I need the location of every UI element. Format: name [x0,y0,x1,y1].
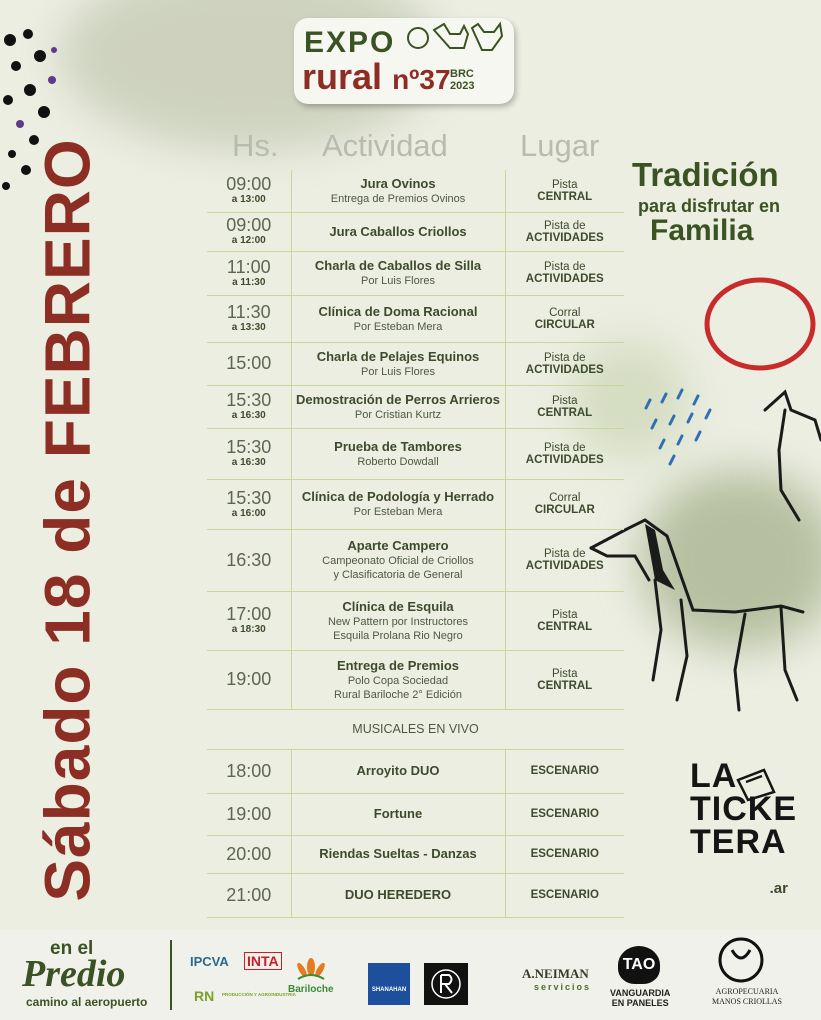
activity-cell [291,251,505,295]
time-cell [207,170,291,212]
start-time: 11:00 [226,256,271,277]
ticketera-la: LA [690,757,738,795]
musicales-row [207,709,624,749]
musicales-label: MUSICALES EN VIVO [207,709,624,749]
start-time: 16:30 [226,549,272,570]
start-time: 09:00 [226,174,272,195]
place-cell [505,529,624,591]
logo-number: nº37 [392,64,451,95]
manos-criollas-icon [712,936,770,984]
schedule-row [207,212,624,251]
activity-detail: Por Luis Flores [361,365,435,378]
manos-criollas-text: AGROPECUARIA MANOS CRIOLLAS [712,987,783,1006]
start-time: 11:30 [226,302,271,322]
neiman-sub: servicios [534,982,592,992]
schedule-row [207,251,624,295]
ticketera-ar: .ar [769,880,788,897]
time-cell [207,428,291,479]
activity-detail: Esquila Prolana Rio Negro [333,629,463,642]
place-line1: Pista de [543,441,586,454]
activity-cell [291,428,505,479]
music-row [207,835,624,873]
tao-sub: VANGUARDIA EN PANELES [610,988,671,1008]
place-line1: Pista [551,608,578,621]
activity-title: Clínica de Podología y Herrado [301,489,495,504]
place-cell [505,591,624,650]
date-title [8,140,128,900]
activity-cell [291,170,505,212]
red-brush-circle [702,274,818,374]
time-cell [207,342,291,385]
activity-detail: Rural Bariloche 2° Edición [334,688,462,701]
place-line: ESCENARIO [530,889,599,901]
time-cell [207,529,291,591]
place-line2: CENTRAL [537,190,593,203]
activity-title: Jura Ovinos [360,175,436,191]
schedule-row [207,295,624,342]
la-ticketera-logo [690,757,800,900]
time-cell [207,835,291,873]
shanahan-logo: SHANAHAN [368,963,410,1005]
activity-detail: Por Esteban Mera [353,506,443,518]
activity-detail: Campeonato Oficial de Criollos [322,555,474,567]
place-line1: Pista de [543,351,586,364]
place-line1: Pista [551,178,578,191]
time-cell [207,793,291,835]
activity-cell [291,385,505,428]
date-title-text: Sábado 18 de FEBRERO [32,138,104,902]
place-line2: ACTIVIDADES [525,560,604,572]
time-cell [207,251,291,295]
activity-title: Charla de Pelajes Equinos [316,348,480,364]
schedule-row [207,529,624,591]
bariloche-logo: Bariloche [288,984,334,995]
place-line1: Pista de [543,219,586,232]
end-time: a 16:30 [231,457,266,468]
tagline-tradicion: Tradición [632,156,779,193]
place-cell [505,295,624,342]
header-hs: Hs. [232,128,279,163]
enel-line1: en el [50,938,94,959]
end-time: a 11:30 [232,276,266,288]
activity-title: Demostración de Perros Arrieros [296,391,500,407]
place-cell [505,428,624,479]
tagline [624,148,814,248]
r-monogram-icon [424,963,468,1005]
start-time: 18:00 [226,760,272,781]
place-line2: ACTIVIDADES [525,231,604,244]
enel-predio: Predio [22,953,126,995]
inta-logo: INTA [244,952,282,970]
place-line2: ACTIVIDADES [525,273,604,285]
activity-title: Jura Caballos Criollos [329,223,467,239]
music-row [207,873,624,917]
place-cell [505,793,624,835]
time-cell [207,295,291,342]
schedule-table [207,170,624,918]
place-line2: CENTRAL [537,406,593,419]
place-cell [505,650,624,709]
activity-detail: New Pattern por Instructores [327,615,468,628]
place-cell [505,342,624,385]
header-actividad: Actividad [322,128,448,163]
activity-cell [291,529,505,591]
activity-title: Charla de Caballos de Silla [314,258,482,273]
place-line1: Pista de [543,548,586,560]
activity-detail: Roberto Dowdall [357,455,439,468]
place-line: ESCENARIO [530,765,599,777]
tagline-para-disfrutar: para disfrutar en [638,196,781,216]
activity-detail: Por Cristian Kurtz [354,408,442,421]
place-cell [505,385,624,428]
activity-cell [291,212,505,251]
header-lugar: Lugar [520,128,600,163]
place-line2: CENTRAL [537,679,593,692]
animals-icon [404,20,504,56]
end-time: a 18:30 [231,624,266,635]
place-cell [505,479,624,529]
activity-cell [291,650,505,709]
start-time: 15:30 [226,390,272,410]
ipcva-logo: IPCVA [190,954,229,969]
place-line1: Corral [549,492,581,504]
music-row [207,749,624,793]
logo-expo: EXPO [304,26,396,59]
schedule-row [207,385,624,428]
tao-logo: TAO [618,946,660,984]
time-cell [207,479,291,529]
place-cell [505,835,624,873]
schedule-row [207,479,624,529]
start-time: 15:00 [226,353,272,373]
bariloche-flower-icon [294,957,328,981]
place-cell [505,251,624,295]
activity-title: Riendas Sueltas - Danzas [319,846,477,861]
place-line2: ACTIVIDADES [525,453,604,466]
place-line1: Corral [549,306,581,319]
place-line1: Pista [551,667,578,680]
start-time: 17:00 [226,604,272,624]
time-cell [207,873,291,917]
schedule-row [207,650,624,709]
start-time: 21:00 [226,884,272,905]
activity-cell [291,749,505,793]
time-cell [207,650,291,709]
music-row [207,793,624,835]
end-time: a 13:00 [231,194,266,206]
start-time: 15:30 [226,437,272,457]
rn-sub: PRODUCCIÓN Y AGROINDUSTRIA [222,992,296,997]
start-time: 19:00 [226,669,272,689]
ticket-icon [734,766,778,802]
activity-cell [291,295,505,342]
end-time: a 16:30 [231,410,266,421]
start-time: 19:00 [226,803,272,824]
tagline-familia: Familia [650,214,754,247]
activity-title: DUO HEREDERO [344,887,452,902]
neiman-logo: A.NEIMAN [522,966,589,981]
place-line2: ACTIVIDADES [525,363,604,376]
activity-title: Clínica de Doma Racional [318,303,478,319]
time-cell [207,212,291,251]
place-line2: CENTRAL [537,620,593,633]
activity-cell [291,342,505,385]
activity-cell [291,793,505,835]
end-time: a 16:00 [231,507,266,519]
activity-detail: Polo Copa Sociedad [347,674,449,687]
ticketera-ticke: TICKE [690,790,797,828]
time-cell [207,385,291,428]
place-cell [505,873,624,917]
place-cell [505,749,624,793]
start-time: 20:00 [226,843,272,864]
place-line2: CIRCULAR [534,504,595,516]
sponsor-r-logo [424,963,468,1005]
schedule-row [207,170,624,212]
activity-detail: Entrega de Premios Ovinos [330,192,466,205]
schedule-row [207,428,624,479]
activity-detail: y Clasificatoria de General [333,569,463,581]
time-cell [207,749,291,793]
place-cell [505,170,624,212]
logo-rural: rural nº37 [302,56,451,97]
start-time: 09:00 [226,215,272,235]
activity-title: Clínica de Esquila [342,598,454,614]
activity-cell [291,479,505,529]
activity-cell [291,591,505,650]
place-line1: Pista de [543,261,586,273]
footer-separator [170,940,172,1010]
place-cell [505,212,624,251]
activity-cell [291,835,505,873]
end-time: a 12:00 [231,235,266,246]
place-line1: Pista [551,394,578,407]
place-line2: CIRCULAR [534,318,595,331]
activity-detail: Por Esteban Mera [353,320,443,333]
logo-brc-year: BRC 2023 [450,68,475,92]
enel-camino: camino al aeropuerto [26,995,148,1009]
activity-title: Prueba de Tambores [334,438,462,454]
activity-title: Arroyito DUO [356,763,440,778]
activity-title: Aparte Campero [347,538,449,553]
expo-rural-logo [294,18,514,104]
time-cell [207,591,291,650]
end-time: a 13:30 [231,322,266,333]
activity-title: Entrega de Premios [336,657,460,673]
place-line: ESCENARIO [530,808,599,820]
place-line: ESCENARIO [530,848,599,860]
activity-detail: Por Luis Flores [361,275,435,287]
rn-logo: RN [194,988,215,1004]
schedule-row [207,591,624,650]
activity-cell [291,873,505,917]
schedule-row [207,342,624,385]
ticketera-tera: TERA [690,823,787,861]
activity-title: Fortune [373,806,423,821]
start-time: 15:30 [226,487,272,508]
